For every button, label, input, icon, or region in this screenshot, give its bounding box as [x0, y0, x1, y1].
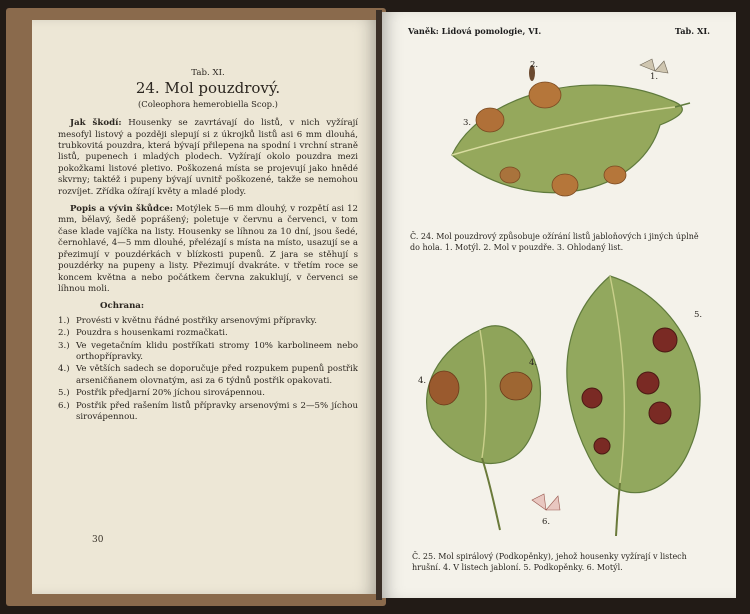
leaf-spot — [637, 372, 659, 394]
page-title: 24. Mol pouzdrový. — [135, 79, 281, 98]
moth — [640, 59, 668, 73]
plate-label: Tab. XI. — [674, 26, 710, 36]
figure-marker: 4. — [418, 376, 427, 386]
figure-marker: 1. — [650, 72, 659, 82]
item-text: Provésti v květnu řádné postřiky arsenovými přípravky. — [76, 315, 317, 326]
item-text: Postřik před rašením listů přípravky arsenovými s 2—5% jíchou sirovápennou. — [76, 400, 358, 422]
item-number: 4.) — [58, 364, 70, 375]
item-text: Postřik předjarní 20% jíchou sirovápennou. — [76, 388, 265, 399]
item-number: 1.) — [58, 315, 70, 326]
list-item — [58, 328, 358, 339]
right-leaf — [567, 276, 703, 493]
figure-24-leaf-illustration — [440, 55, 720, 215]
figure-marker: 6. — [542, 517, 551, 527]
figure-marker: 2. — [530, 60, 539, 70]
item-text: Ve vegetačním klidu postříkati stromy 10% karbolineem nebo orthopřípravky. — [76, 340, 358, 362]
mined-blotch — [529, 82, 561, 108]
leaf-spot — [582, 388, 602, 408]
latin-name: (Coleophora hemerobiella Scop.) — [138, 98, 278, 109]
mined-blotch — [604, 166, 626, 184]
mined-blotch — [552, 174, 578, 196]
left-leaf-stem — [482, 458, 500, 530]
moth — [532, 494, 560, 510]
page-number: 30 — [92, 535, 104, 545]
item-number: 2.) — [58, 328, 70, 339]
damage-heading: Jak škodí: — [70, 118, 122, 129]
item-text: Ve větších sadech se doporučuje před rozpukem pupenů postřik arseničňanem olovnatým, asi za 6 týdnů postřik opakovati. — [76, 364, 358, 386]
damage-text: Housenky se zavrtávají do listů, v nich vyžírají mesofyl listový a později slepují si z úkrojků listů asi 6 mm dlouhá, trubkovitá pouzdra, která bývají přilepena na spodní i vrchní straně listů, pupenech i mladých plodech. Vyžírají okolo pouzdra mezi pokožkami listové pletivo. Poškozená místa se projevují jako hnědé skvrny; taktéž i pupeny bývají uvnitř poškozené, takže se nemohou rozvíjet. Zřídka ožírají květy a mladé plody. — [58, 118, 358, 197]
protection-heading: Ochrana: — [100, 301, 145, 312]
left-page-text — [58, 68, 358, 424]
item-number: 6.) — [58, 400, 70, 411]
right-leaf-stem — [616, 483, 620, 536]
protection-list — [58, 316, 358, 424]
leaf-spot — [594, 438, 610, 454]
mined-blotch — [476, 108, 504, 132]
list-item — [58, 401, 358, 424]
item-text: Pouzdra s housenkami rozmačkati. — [76, 328, 228, 339]
mined-blotch — [500, 167, 520, 183]
description-heading: Popis a vývin škůdce: — [70, 204, 173, 215]
tab-label: Tab. XI. — [191, 68, 225, 78]
list-item — [58, 388, 358, 399]
description-paragraph — [58, 204, 358, 295]
leaf-spot — [429, 371, 459, 405]
description-text: Motýlek 5—6 mm dlouhý, v rozpětí asi 12 mm, bělavý, šedě poprášený; poletuje v červnu a červenci, v tom čase klade vajíčka na listy. Housenky se líhnou za 10 dní, jsou šedé, černohlavé, 4—5 mm dlouhé, přelézají s místa na místo, usazují se a přezimují v pouzdérkách v blízkosti pupenů. Z jara se stěhují s pouzdérky na pupeny a listy. Přezimují dvakráte. v třetím roce se koncem května a nebo počátkem června zakuklují, v červenci se líhnou moli. — [58, 204, 358, 294]
figure-24-caption: Č. 24. Mol pouzdrový způsobuje ožírání listů jabloňových i jiných úplně do hola. 1. Motýl. 2. Mol v pouzdře. 3. Ohlodaný list. — [410, 232, 699, 252]
list-item — [58, 316, 358, 327]
figure-marker: 3. — [463, 118, 472, 128]
item-number: 3.) — [58, 340, 70, 351]
leaf-spot — [653, 328, 677, 352]
book-gutter — [376, 10, 382, 600]
list-item — [58, 364, 358, 387]
figure-25-caption: Č. 25. Mol spirálový (Podkopěnky), jehož housenky vyžírají v listech hrušní. 4. V listech jabloní. 5. Podkopěnky. 6. Motýl. — [412, 552, 687, 572]
leaf-spot — [500, 372, 532, 400]
item-number: 5.) — [58, 388, 70, 399]
leaf-spot — [649, 402, 671, 424]
figure-marker: 4. — [529, 358, 538, 368]
list-item — [58, 341, 358, 364]
figure-marker: 5. — [694, 310, 703, 320]
damage-paragraph — [58, 118, 358, 198]
figure-25-leaves-illustration — [420, 268, 720, 546]
running-title: Vaněk: Lidová pomologie, VI. — [408, 26, 542, 36]
